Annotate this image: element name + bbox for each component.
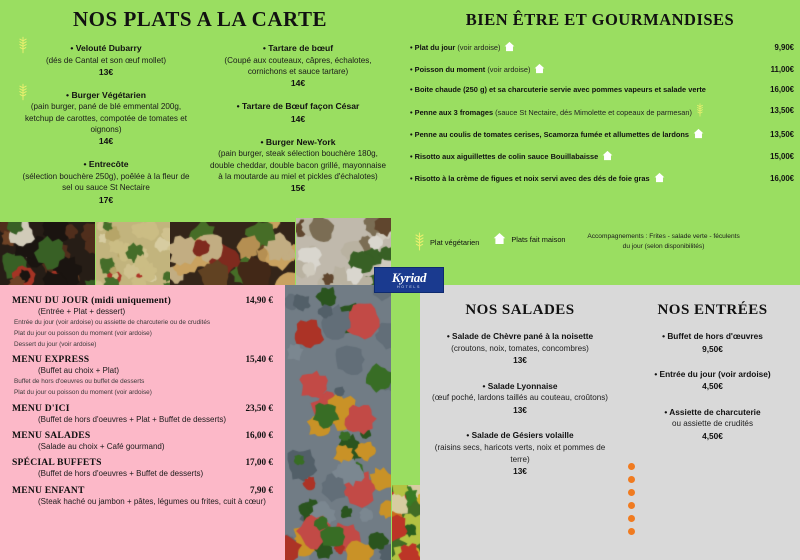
menu-line-text: • Penne aux 3 fromages (sauce St Nectaire, dés Mimolette et copeaux de parmesan) <box>410 103 754 119</box>
formula-title: MENU SALADES <box>12 429 91 441</box>
menu-line <box>410 103 794 119</box>
formula-subtitle: (Steak haché ou jambon + pâtes, légumes ou frites, cuit à cœur) <box>38 496 266 506</box>
formula-title: MENU D'ICI <box>12 402 70 414</box>
wheat-sprig-icon <box>18 83 28 101</box>
item-description: (raisins secs, haricots verts, noix et pommes de terre) <box>434 442 606 464</box>
item-name: • Salade de Gésiers volaille <box>466 430 574 441</box>
entrees-list <box>625 331 800 443</box>
entrees-title: NOS ENTRÉES <box>657 302 768 318</box>
dish-price: 13€ <box>98 66 114 77</box>
a-la-carte-column-left <box>0 43 200 217</box>
dish-name: • Burger Végétarien <box>66 89 146 100</box>
menu-line <box>410 172 794 185</box>
menus-list <box>0 285 285 508</box>
dish-name: • Tartare de bœuf <box>262 43 334 53</box>
dot <box>628 515 635 522</box>
photo-burger <box>170 222 295 289</box>
legend-homemade-label: Plats fait maison <box>511 235 566 244</box>
item-name: • Salade Lyonnaise <box>482 380 558 391</box>
item-price: 13€ <box>513 355 527 366</box>
formula-price: 23,50 € <box>245 402 273 413</box>
formula-price: 7,90 € <box>250 484 273 495</box>
formula-subtitle: (Salade au choix + Café gourmand) <box>38 441 165 451</box>
formula-item <box>12 403 273 426</box>
formula-title: MENU ENFANT <box>12 484 85 496</box>
dish-description: (dés de Cantal et son œuf mollet) <box>45 55 167 65</box>
dish-price: 14€ <box>290 113 306 124</box>
menu-line-text: • Penne au coulis de tomates cerises, Scamorza fumée et allumettes de lardons <box>410 128 754 141</box>
section-entrees <box>625 285 800 443</box>
house-icon <box>534 63 545 76</box>
formula-subtitle: (Buffet de hors d'oeuvres + Plat + Buffet de desserts) <box>38 414 227 424</box>
menu-line-price: 13,50€ <box>770 106 794 115</box>
salades-title: NOS SALADES <box>465 302 575 318</box>
section-salades <box>420 285 620 479</box>
formula-subtitle: (Buffet de hors d'oeuvres + Buffet de desserts) <box>38 469 204 479</box>
menu-line <box>410 85 794 94</box>
dish-price: 14€ <box>290 78 306 89</box>
menu-line-text: • Poisson du moment (voir ardoise) <box>410 63 754 76</box>
menu-item <box>420 381 620 418</box>
legend-vegetarian-label: Plat végétarien <box>430 238 480 247</box>
bien-etre-title: BIEN ÊTRE ET GOURMANDISES <box>465 10 735 29</box>
section-gray-panel <box>420 285 800 560</box>
item-description: ou assiette de crudités <box>672 419 753 429</box>
formula-price: 14,90 € <box>245 295 273 305</box>
formula-subtitle: (Buffet au choix + Plat) <box>38 366 120 376</box>
dot <box>628 476 635 483</box>
legend-vegetarian <box>414 232 479 253</box>
formula-item <box>12 485 273 508</box>
formula-item <box>12 430 273 453</box>
kyriad-logo-name: Kyriad <box>391 270 427 285</box>
item-price: 13€ <box>513 404 527 415</box>
item-name: • Buffet de hors d'œuvres <box>662 331 763 341</box>
item-description: (œuf poché, lardons taillés au couteau, croûtons) <box>432 393 608 403</box>
menu-line-text: • Boite chaude (250 g) et sa charcuterie servie avec pommes vapeurs et salade verte <box>410 84 706 94</box>
house-icon <box>504 41 515 54</box>
dish-price: 14€ <box>98 136 114 147</box>
menu-detail: Plat du jour ou poisson du moment (voir ardoise) <box>14 389 152 397</box>
formula-subtitle: (Entrée + Plat + dessert) <box>38 307 126 316</box>
dot <box>628 528 635 535</box>
legend-homemade <box>493 232 565 247</box>
menu-line-price: 16,00€ <box>770 84 794 94</box>
menu-line <box>410 41 794 54</box>
photo-salad-board <box>285 285 391 560</box>
dot <box>628 463 635 470</box>
dish-item <box>208 43 388 90</box>
formula-item <box>12 295 273 350</box>
salades-list <box>420 331 620 479</box>
wheat-sprig-icon <box>696 103 704 119</box>
dish-price: 15€ <box>290 183 306 194</box>
kyriad-logo <box>374 267 444 293</box>
dot <box>628 489 635 496</box>
photo-steak <box>0 222 95 289</box>
kyriad-logo-sub: HOTELS <box>397 285 421 289</box>
wheat-sprig-icon <box>414 232 425 253</box>
menu-line-price: 15,00€ <box>770 151 794 161</box>
section-a-la-carte <box>0 0 400 222</box>
menu-item <box>625 369 800 394</box>
dish-item <box>22 43 190 79</box>
house-icon <box>602 150 613 163</box>
item-price: 9,50€ <box>702 343 723 354</box>
wheat-sprig-icon <box>18 36 28 54</box>
item-description: (croutons, noix, tomates, concombres) <box>451 343 589 353</box>
item-price: 4,50€ <box>702 381 723 392</box>
menu-line-price: 16,00€ <box>770 173 794 183</box>
dish-name: • Tartare de Bœuf façon César <box>236 101 360 112</box>
house-icon <box>654 172 665 185</box>
photo-penne <box>96 222 170 289</box>
formula-title: SPÉCIAL BUFFETS <box>12 457 102 469</box>
menu-detail: Dessert du jour (voir ardoise) <box>14 340 97 348</box>
formula-price: 15,40 € <box>245 354 273 365</box>
a-la-carte-column-right <box>200 43 400 217</box>
menu-line-price: 11,00€ <box>770 64 794 74</box>
formula-price: 16,00 € <box>245 429 273 440</box>
menu-line-text: • Risotto aux aiguillettes de colin sauce Bouillabaisse <box>410 150 754 163</box>
item-name: • Entrée du jour (voir ardoise) <box>654 368 771 379</box>
menu-line-price: 13,50€ <box>770 129 794 139</box>
item-name: • Assiette de charcuterie <box>664 406 761 417</box>
item-name: • Salade de Chèvre pané à la noisette <box>446 331 594 341</box>
orange-dots-gray <box>628 463 635 541</box>
dish-name: • Entrecôte <box>83 159 129 170</box>
bien-etre-list <box>400 41 800 185</box>
menu-line-text: • Risotto à la crème de figues et noix servi avec des dés de foie gras <box>410 172 754 185</box>
formula-item <box>12 354 273 399</box>
menu-line <box>410 63 794 76</box>
dish-description: (sélection bouchère 250g), poêlée à la fleur de sel ou sauce St Nectaire <box>22 171 190 193</box>
dish-name: • Velouté Dubarry <box>70 43 142 53</box>
menu-line-price: 9,90€ <box>774 42 794 52</box>
formula-price: 17,00 € <box>245 457 273 468</box>
house-icon <box>493 232 506 247</box>
section-menus <box>0 285 285 560</box>
menu-detail: Entrée du jour (voir ardoise) ou assiette de charcuterie ou de crudités <box>14 319 211 327</box>
dot <box>628 502 635 509</box>
menu-line-text: • Plat du jour (voir ardoise) <box>410 41 754 54</box>
formula-title: MENU DU JOUR (midi uniquement) <box>12 295 171 306</box>
section-bien-etre <box>400 0 800 222</box>
dish-description: (pain burger, pané de blé emmental 200g, ketchup de carottes, compotée de tomates et oignons) <box>25 102 187 135</box>
menu-detail: Plat du jour ou poisson du moment (voir ardoise) <box>14 329 152 337</box>
menu-item <box>420 430 620 478</box>
dish-item <box>208 101 388 125</box>
item-price: 4,50€ <box>702 431 723 442</box>
a-la-carte-title: NOS PLATS A LA CARTE <box>73 7 327 31</box>
house-icon <box>693 128 704 141</box>
dish-item <box>208 137 388 195</box>
item-price: 13€ <box>513 466 527 477</box>
menu-line <box>410 128 794 141</box>
dish-item <box>22 90 190 148</box>
dish-name: • Burger New-York <box>260 136 336 147</box>
dish-description: (pain burger, steak sélection bouchère 180g, double cheddar, double bacon grillé, mayonnaise à la moutarde au miel et pickles d'échalotes) <box>210 149 386 181</box>
menu-line <box>410 150 794 163</box>
dish-price: 17€ <box>98 194 114 205</box>
menu-detail: Buffet de hors d'oeuvres ou buffet de desserts <box>14 378 145 386</box>
dish-description: (Coupé aux couteaux, câpres, échalotes, cornichons et sauce tartare) <box>224 55 372 76</box>
menu-item <box>625 331 800 356</box>
menu-item <box>420 331 620 368</box>
legend-note: Accompagnements : Frites - salade verte - féculents du jour (selon disponibilités) <box>587 233 740 250</box>
menu-item <box>625 407 800 444</box>
legend <box>400 226 800 282</box>
formula-item <box>12 457 273 480</box>
formula-title: MENU EXPRESS <box>12 354 90 366</box>
dish-item <box>22 159 190 206</box>
